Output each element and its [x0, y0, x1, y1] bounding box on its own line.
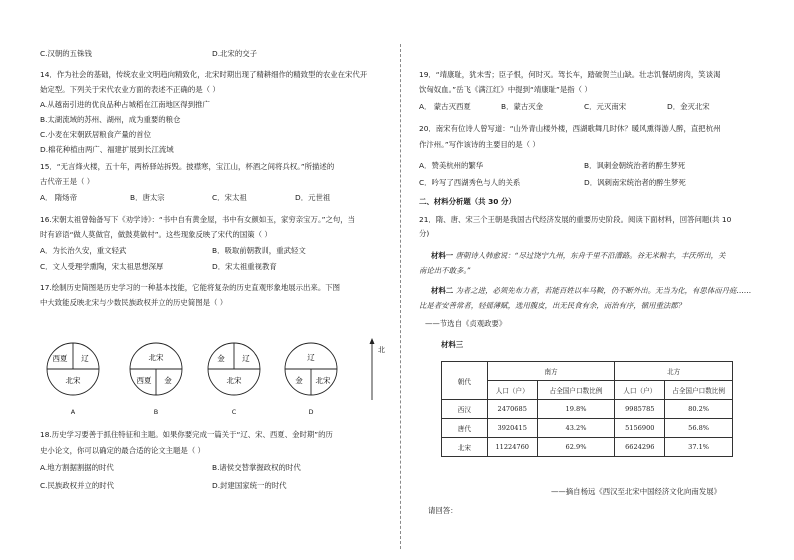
table-header-north: 北方 [615, 362, 733, 381]
q19-option-a: A． 蒙古灭西夏 [419, 102, 471, 111]
cell-north-pop: 9985785 [615, 400, 665, 419]
pie-a-label-3: 北宋 [65, 376, 81, 385]
q20-stem-line1: 20．南宋有位诗人曾写道：“山外青山楼外楼，西湖歌舞几时休？暖风熏得游人醉，直把杭州 [419, 124, 721, 133]
q18-stem-line2: 史小论文，你可以确定的最合适的论文主题是（ ） [40, 446, 205, 455]
q20-option-d: D．讽刺南宋统治者的醉生梦死 [584, 178, 686, 187]
cell-dynasty: 唐代 [442, 419, 488, 438]
material-2-line1 [431, 286, 751, 296]
q14-stem-line2: 始定型。下列关于宋代农业方面的表述不正确的是（ ） [40, 85, 220, 94]
q20-option-b: B．讽刺金朝统治者的醉生梦死 [584, 161, 686, 170]
north-arrow-label: 北 [378, 346, 385, 354]
q16-option-c: C．文人受理学熏陶，宋太祖思想深厚 [40, 262, 164, 271]
cell-dynasty: 西汉 [442, 400, 488, 419]
q18-option-b: B.诸侯交替掌握政权的时代 [212, 463, 301, 472]
cell-dynasty: 北宋 [442, 438, 488, 457]
pie-diagram-a [45, 341, 101, 397]
pie-b-letter: B [153, 408, 159, 416]
q20-stem-line2: 作汴州。”写作该诗的主要目的是（ ） [419, 140, 540, 149]
table-row [442, 419, 733, 438]
pie-diagram-c [206, 341, 262, 397]
q15-option-a: A． 隋炀帝 [40, 193, 77, 202]
pie-c-label-2: 辽 [242, 354, 250, 363]
q21-stem-line1: 21．隋、唐、宋三个王朝是我国古代经济发展的重要历史阶段。阅读下面材料，回答问题(共 10 [419, 215, 732, 224]
table-source: ——摘自杨远《西汉至北宋中国经济文化向南发展》 [551, 487, 721, 496]
option-c: C.汉朝的五铢钱 [40, 49, 92, 58]
q20-option-c: C．吟写了西湖秀色与人的关系 [419, 178, 521, 187]
material-1-text: 唐朝诗人韩愈说：“尽过饶宁九州，东舟千里不沿漕路。谷无米粮丰，丰沃所出，关 [453, 251, 726, 260]
pie-d-label-1: 辽 [307, 353, 315, 362]
q16-option-d: D．宋太祖重视教育 [212, 262, 277, 271]
q16-option-b: B．吸取前朝教训，重武轻文 [212, 246, 306, 255]
pie-b-label-3: 金 [164, 376, 172, 385]
q15-option-b: B．唐太宗 [130, 193, 165, 202]
pie-d-letter: D [308, 408, 314, 416]
material-2-line2: 比是者安善常者，轻徭薄赋，选用腹皮，出无民食有余，而治有序，循用重法郡？ [419, 301, 686, 310]
q18-stem-line1: 18.历史学习要善于抓住特征和主题。如果你要完成一篇关于“辽、宋、西夏、金时期”的历 [40, 430, 333, 439]
q16-stem-line1: 16.宋朝太祖曾翰备写下《劝学诗》：“书中自有黄金屋，书中有女颜如玉，家穷亲宝万。”之句，当 [40, 215, 356, 224]
material-1-line2: 南论出不敢多。” [419, 266, 471, 275]
pie-diagram-d [283, 341, 339, 397]
pie-c-label-1: 金 [217, 354, 225, 363]
table-header-dynasty: 朝代 [442, 362, 488, 400]
pie-d-label-2: 金 [295, 376, 303, 385]
pie-diagram-b [128, 341, 184, 397]
table-header-south: 南方 [487, 362, 615, 381]
cell-north-ratio: 80.2% [665, 400, 733, 419]
north-arrow-icon [368, 338, 390, 402]
section-2-heading: 二、材料分析题（共 30 分） [419, 197, 516, 206]
q19-option-b: B．蒙古灭金 [501, 102, 544, 111]
cell-south-pop: 3920415 [487, 419, 537, 438]
material-1-label: 材料一 [431, 251, 454, 260]
cell-north-pop: 5156900 [615, 419, 665, 438]
q20-option-a: A．赞美杭州的繁华 [419, 161, 484, 170]
right-column [401, 0, 794, 560]
q19-stem-line1: 19．“靖康耻，犹未雪；臣子恨，何时灭。驾长车，踏破贺兰山缺。壮志饥餐胡虏肉，笑谈渴 [419, 70, 721, 79]
material-2-source: ——节选自《贞观政要》 [425, 319, 507, 328]
pie-d-label-3: 北宋 [315, 376, 331, 385]
q19-option-d: D．金灭北宋 [667, 102, 710, 111]
pie-c-letter: C [231, 408, 237, 416]
option-d: D.北宋的交子 [212, 49, 257, 58]
q15-option-c: C．宋太祖 [212, 193, 247, 202]
q19-option-c: C．元灭南宋 [584, 102, 627, 111]
q17-stem-line2: 中大致能反映北宋与少数民族政权并立的历史简图是（ ） [40, 298, 228, 307]
population-table [441, 361, 733, 457]
material-1-line1 [431, 251, 725, 261]
table-header-south-pop: 人口（户） [487, 381, 537, 400]
cell-north-ratio: 56.8% [665, 419, 733, 438]
material-3-label: 材料三 [441, 340, 464, 349]
table-row [442, 438, 733, 457]
q14-option-a: A.从越南引进的优良品种占城稻在江南地区得到推广 [40, 100, 210, 109]
q19-stem-line2: 饮匈奴血。”岳飞《满江红》中提到“靖康耻”是指（ ） [419, 85, 592, 94]
q15-option-d: D．元世祖 [295, 193, 331, 202]
answer-prompt: 请回答： [428, 506, 458, 515]
cell-south-ratio: 19.8% [537, 400, 615, 419]
cell-north-ratio: 37.1% [665, 438, 733, 457]
cell-south-pop: 2470685 [487, 400, 537, 419]
q17-stem-line1: 17.绘制历史简图是历史学习的一种基本技能，它能将复杂的历史直观形象地展示出来。下图 [40, 283, 340, 292]
cell-south-ratio: 43.2% [537, 419, 615, 438]
cell-north-pop: 6624296 [615, 438, 665, 457]
table-header-north-ratio: 占全国户口数比例 [665, 381, 733, 400]
cell-south-pop: 11224760 [487, 438, 537, 457]
q15-stem-line1: 15．“无言烽火楼，五十年，两桥驿站拆毁。披襟寒，宝江山，杯酒之间将兵权。”所描述的 [40, 162, 335, 171]
q18-option-c: C.民族政权并立的时代 [40, 481, 115, 490]
q15-stem-line2: 古代帝王是（ ） [40, 177, 95, 186]
table-header-south-ratio: 占全国户口数比例 [537, 381, 615, 400]
q21-stem-line2: 分) [419, 229, 430, 238]
q16-option-a: A．为长治久安，重文轻武 [40, 246, 127, 255]
table-row [442, 400, 733, 419]
q18-option-a: A.地方割据割据的时代 [40, 463, 114, 472]
q14-option-b: B.太湖流域的苏州、湖州，成为重要的粮仓 [40, 115, 181, 124]
material-2-label: 材料二 [431, 286, 454, 295]
q14-stem-line1: 14．作为社会的基础，传统农业文明趋向精致化，北宋时期出现了精耕细作的精致型的农业在宋代开 [40, 70, 368, 79]
pie-c-label-3: 北宋 [226, 376, 242, 385]
q14-option-d: D.棉花种植由两广、福建扩展到长江流域 [40, 145, 174, 154]
cell-south-ratio: 62.9% [537, 438, 615, 457]
q14-option-c: C.小麦在宋朝跃居粮食产量的首位 [40, 130, 151, 139]
pie-a-label-2: 辽 [81, 354, 89, 363]
material-2-text: 为者之进，必须先布力者，若能百姓以车马鞍，仍不断外出。无当为化，有思体而丹庭…… [453, 286, 752, 295]
pie-b-label-2: 西夏 [136, 376, 152, 385]
pie-a-label-1: 西夏 [52, 354, 68, 363]
pie-a-letter: A [70, 408, 76, 416]
table-header-north-pop: 人口（户） [615, 381, 665, 400]
q18-option-d: D.封建国家统一的时代 [212, 481, 287, 490]
q16-stem-line2: 时有谚语“做人莫做官，做鼓莫做村”。这些现象反映了宋代的国策（ ） [40, 230, 272, 239]
pie-b-label-1: 北宋 [148, 353, 164, 362]
